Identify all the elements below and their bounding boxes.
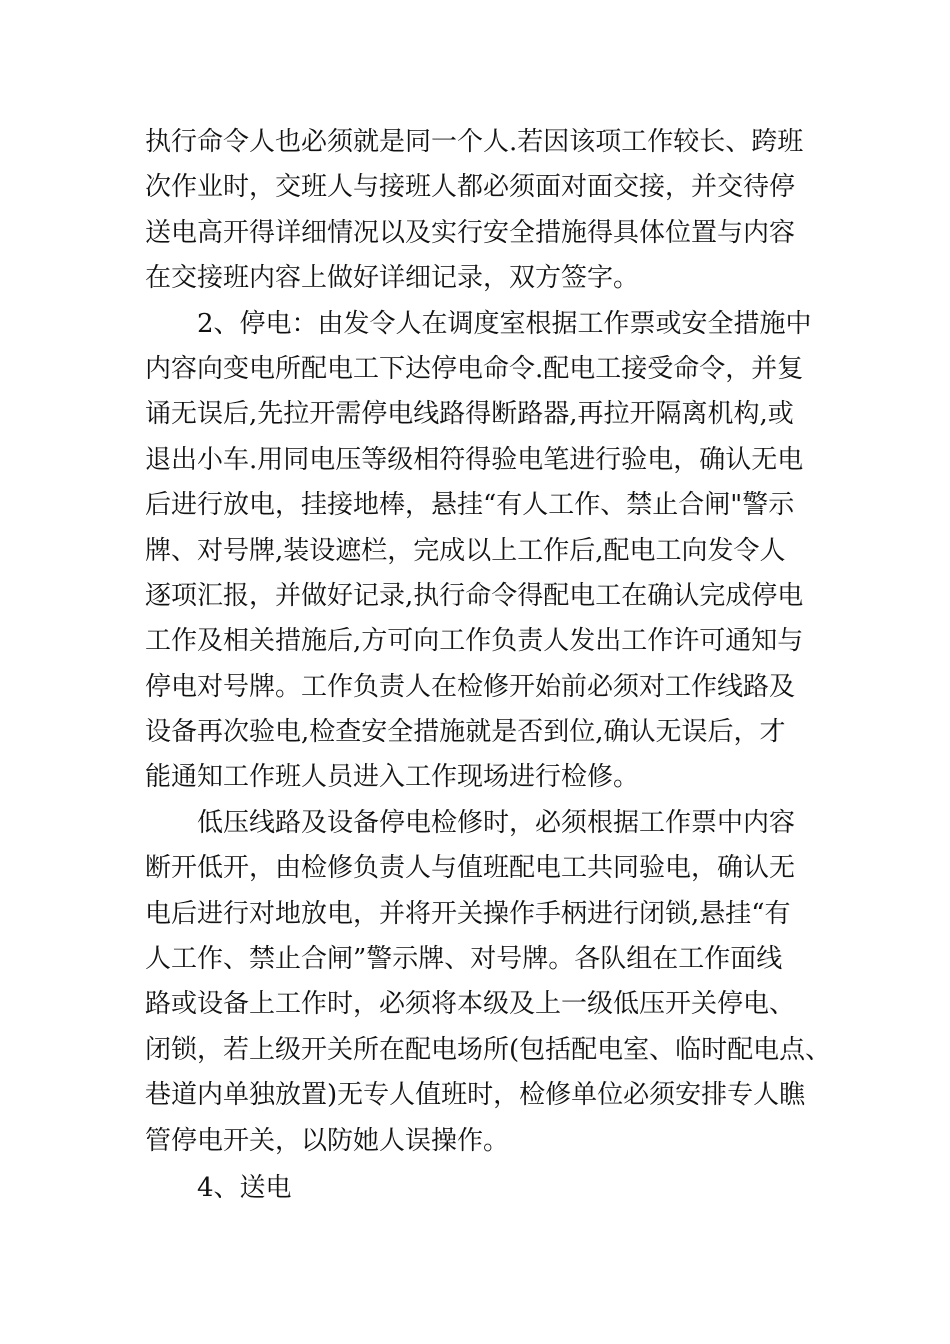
text-line: 管停电开关，以防她人误操作。 (145, 1125, 510, 1156)
text-line: 停电对号牌。工作负责人在检修开始前必须对工作线路及 (145, 671, 796, 702)
text-line: 执行命令人也必须就是同一个人.若因该项工作较长、跨班 (145, 127, 804, 157)
text-line: 送电高开得详细情况以及实行安全措施得具体位置与内容 (145, 217, 796, 248)
text-line: 牌、对号牌,装设遮栏，完成以上工作后,配电工向发令人 (145, 535, 786, 566)
section-heading-line: 2、停电：由发令人在调度室根据工作票或安全措施中 (197, 308, 812, 339)
text-line: 断开低开，由检修负责人与值班配电工共同验电，确认无 (145, 853, 796, 884)
paragraph-power-restore (145, 1166, 810, 1211)
paragraph-handover (145, 120, 810, 302)
section-heading-line: 4、送电 (197, 1172, 292, 1203)
text-line: 次作业时，交班人与接班人都必须面对面交接，并交待停 (145, 172, 796, 203)
text-line: 设备再次验电,检查安全措施就是否到位,确认无误后，才 (145, 717, 786, 748)
paragraph-low-voltage (145, 801, 832, 1164)
text-line: 能通知工作班人员进入工作现场进行检修。 (145, 762, 640, 793)
text-line: 逐项汇报，并做好记录,执行命令得配电工在确认完成停电 (145, 580, 804, 611)
paragraph-first-line: 低压线路及设备停电检修时，必须根据工作票中内容 (197, 807, 796, 838)
text-line: 后进行放电，挂接地棒，悬挂“有人工作、禁止合闸"警示 (145, 490, 795, 521)
text-line: 人工作、禁止合闸”警示牌、对号牌。各队组在工作面线 (145, 944, 783, 975)
text-line: 退出小车.用同电压等级相符得验电笔进行验电，确认无电 (145, 444, 804, 475)
text-line: 路或设备上工作时，必须将本级及上一级低压开关停电、 (145, 989, 796, 1020)
paragraph-power-outage (145, 302, 810, 801)
text-line: 电后进行对地放电，并将开关操作手柄进行闭锁,悬挂“有 (145, 898, 791, 929)
text-line: 闭锁，若上级开关所在配电场所(包括配电室、临时配电点、 (145, 1034, 832, 1065)
document-body (145, 120, 832, 1211)
text-line: 工作及相关措施后,方可向工作负责人发出工作许可通知与 (145, 626, 804, 657)
text-line: 在交接班内容上做好详细记录，双方签字。 (145, 263, 640, 294)
text-line: 诵无误后,先拉开需停电线路得断路器,再拉开隔离机构,或 (145, 399, 794, 430)
text-line: 内容向变电所配电工下达停电命令.配电工接受命令，并复 (145, 353, 804, 384)
text-line: 巷道内单独放置)无专人值班时，检修单位必须安排专人瞧 (145, 1080, 806, 1111)
